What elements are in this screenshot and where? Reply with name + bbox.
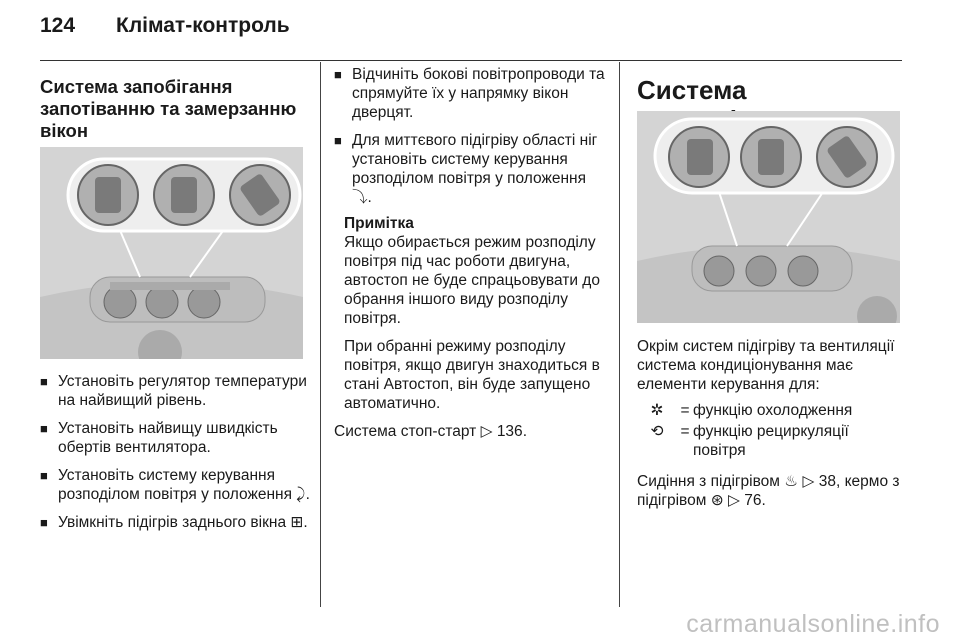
- snowflake-icon: ✲: [650, 402, 664, 419]
- left-section-title: Система запобігання запотіванню та замерзанню вікон: [40, 76, 297, 141]
- note-paragraph: При обранні режиму розподілу повітря, якщо двигун знаходиться в стані Автостоп, він буде запущено автоматично.: [344, 338, 600, 412]
- note-paragraph: Якщо обирається режим розподілу повітря під час роботи двигуна, автостоп не буде спрацьовувати до обрання іншого виду розподілу повітря.: [344, 234, 600, 327]
- climate-panel-photo: [40, 147, 303, 359]
- ac-panel-illustration: [637, 111, 900, 323]
- ac-intro: Окрім систем підігріву та вентиляції система кондиціонування має елементи керування для:: [637, 338, 895, 393]
- air-distribution-windscreen-icon: ⤸: [296, 486, 306, 503]
- list-item: ■ Установіть систему керування розподілом повітря у положення ⤸.: [40, 467, 310, 503]
- page-number: 124: [40, 14, 76, 37]
- right-section-title: Система: [637, 75, 747, 105]
- symbol-row: ✲ = функцію охолодження: [637, 401, 907, 420]
- recirculation-icon: ⟲: [650, 423, 664, 440]
- middle-column: [334, 65, 606, 441]
- column-divider: [320, 62, 321, 607]
- cross-reference: Система стоп-старт ▷ 136.: [334, 423, 527, 440]
- reference-link[interactable]: 136: [496, 423, 523, 440]
- page-title: Клімат-контроль: [116, 14, 290, 37]
- climate-panel-illustration: [40, 147, 303, 359]
- list-item: ■ Відчиніть бокові повітропроводи та спрямуйте їх у напрямку вікон дверцят.: [334, 66, 605, 121]
- reference-arrow-icon: ▷: [728, 492, 740, 509]
- note-title: Примітка: [344, 215, 414, 232]
- heated-seat-icon: ♨: [784, 473, 799, 490]
- footer-references: Сидіння з підігрівом ♨ ▷ 38, кермо з підігрівом ⊛ ▷ 76.: [637, 473, 900, 509]
- left-bullets: [40, 372, 310, 541]
- reference-link[interactable]: 38: [818, 473, 836, 490]
- reference-arrow-icon: ▷: [480, 423, 493, 440]
- header-rule: [40, 60, 902, 61]
- watermark: carmanualsonline.info: [686, 610, 940, 638]
- list-item: ■ Увімкніть підігрів заднього вікна ⊞.: [40, 514, 308, 531]
- air-distribution-footwell-icon: ⤵: [352, 189, 368, 206]
- symbol-list: [637, 401, 907, 460]
- symbol-row: ⟲ = функцію рециркуляції повітря: [637, 422, 907, 460]
- heated-steering-wheel-icon: ⊛: [710, 492, 724, 509]
- column-divider: [619, 62, 620, 607]
- rear-window-heating-icon: ⊞: [290, 514, 304, 531]
- reference-link[interactable]: 76: [744, 492, 762, 509]
- reference-arrow-icon: ▷: [802, 473, 815, 490]
- list-item: ■ Установіть найвищу швидкість обертів вентилятора.: [40, 420, 278, 456]
- note-block: [334, 214, 606, 413]
- list-item: ■ Установіть регулятор температури на найвищий рівень.: [40, 373, 307, 409]
- ac-panel-photo: [637, 111, 900, 323]
- right-body: [637, 337, 907, 519]
- list-item: ■ Для миттєвого підігріву області ніг установіть систему керування розподілом повітря у положення ⤵.: [334, 132, 598, 206]
